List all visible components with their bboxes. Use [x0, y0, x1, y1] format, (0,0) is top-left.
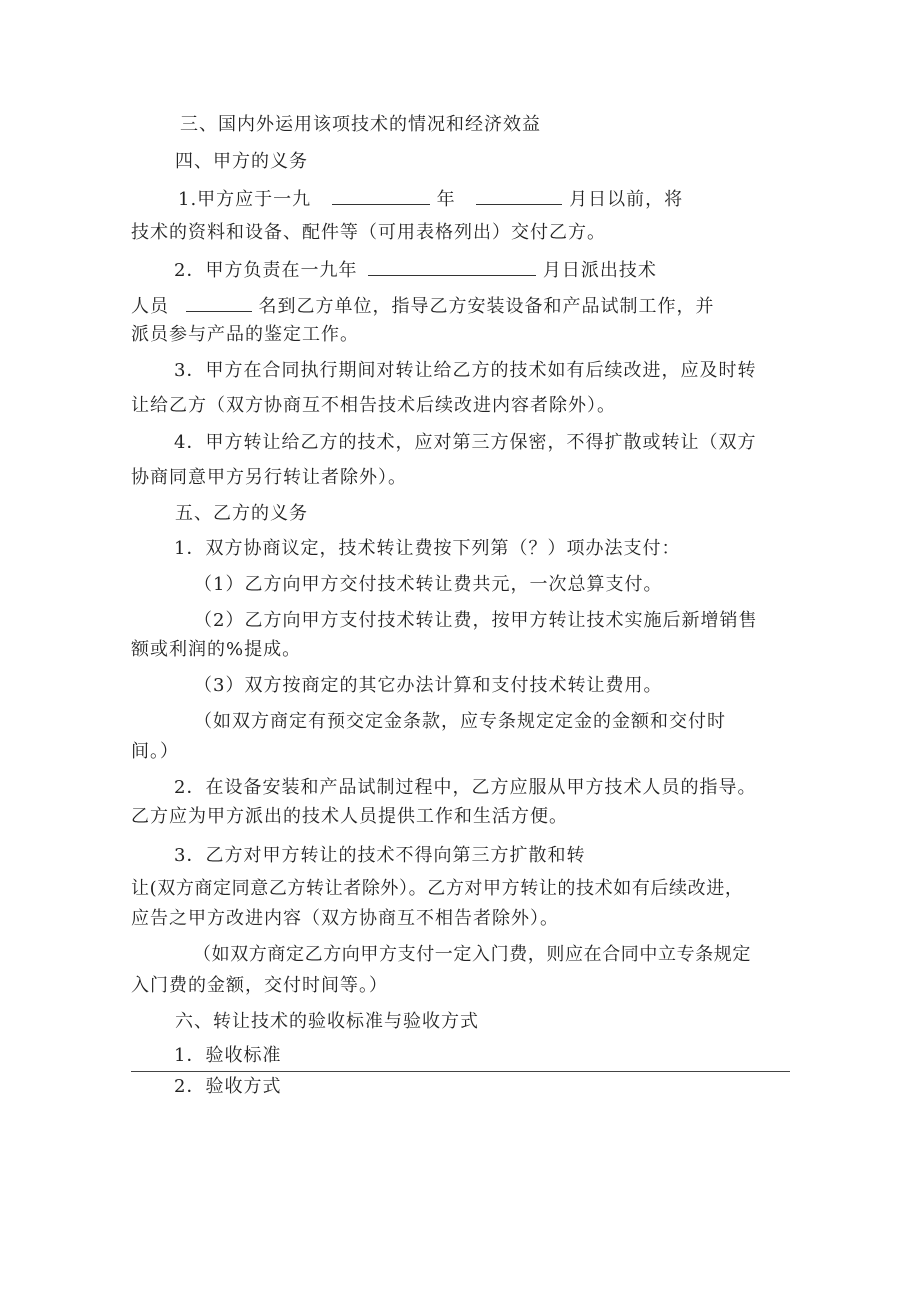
clause-text: 月日以前，将	[569, 189, 684, 210]
clause-5-3-line-3: 应告之甲方改进内容（双方协商互不相告者除外）。	[131, 908, 559, 929]
section-3-title: 三、国内外运用该项技术的情况和经济效益	[180, 114, 541, 135]
clause-4-3-line-2: 让给乙方（双方协商互不相告技术后续改进内容者除外）。	[131, 395, 616, 416]
clause-6-1: 1．验收标准	[174, 1045, 282, 1066]
horizontal-rule	[131, 1071, 790, 1072]
clause-5-1-option-2-line-1: （2）乙方向甲方支付技术转让费，按甲方转让技术实施后新增销售	[194, 610, 758, 631]
clause-5-2-line-1: 2．在设备安装和产品试制过程中，乙方应服从甲方技术人员的指导。	[174, 777, 757, 798]
blank-field	[332, 186, 430, 205]
clause-4-1-line-1	[178, 186, 683, 212]
clause-5-1-option-2-line-2: 额或利润的%提成。	[131, 639, 302, 660]
blank-field	[186, 293, 252, 312]
blank-field	[476, 186, 562, 205]
clause-text: 名到乙方单位，指导乙方安装设备和产品试制工作，并	[258, 296, 715, 317]
clause-4-4-line-2: 协商同意甲方另行转让者除外）。	[131, 467, 407, 488]
clause-4-1-line-2: 技术的资料和设备、配件等（可用表格列出）交付乙方。	[131, 222, 606, 243]
note-deposit-line-2: 间。）	[131, 741, 179, 762]
clause-text: 人员	[131, 296, 169, 317]
blank-field	[368, 257, 536, 276]
clause-4-2-line-3: 派员参与产品的鉴定工作。	[131, 324, 359, 345]
clause-5-3-line-1: 3．乙方对甲方转让的技术不得向第三方扩散和转	[174, 845, 586, 866]
section-6-title: 六、转让技术的验收标准与验收方式	[175, 1011, 479, 1032]
clause-5-3-line-2: 让(双方商定同意乙方转让者除外）。乙方对甲方转让的技术如有后续改进，	[131, 878, 744, 899]
clause-text: 年	[436, 189, 456, 210]
section-5-title: 五、乙方的义务	[175, 503, 308, 524]
clause-text: 2．甲方负责在一九年	[174, 260, 358, 281]
clause-5-2-line-2: 乙方应为甲方派出的技术人员提供工作和生活方便。	[131, 806, 568, 827]
clause-5-1-option-1: （1）乙方向甲方交付技术转让费共元，一次总算支付。	[194, 574, 663, 595]
clause-4-2-line-1	[174, 257, 657, 283]
note-entry-fee-line-2: 入门费的金额，交付时间等。）	[131, 975, 388, 996]
note-deposit-line-1: （如双方商定有预交定金条款，应专条规定定金的金额和交付时	[194, 711, 726, 732]
clause-4-4-line-1: 4．甲方转让给乙方的技术，应对第三方保密，不得扩散或转让（双方	[174, 432, 757, 453]
clause-5-1-option-3: （3）双方按商定的其它办法计算和支付技术转让费用。	[194, 675, 663, 696]
clause-4-2-line-2	[131, 293, 714, 319]
section-4-title: 四、甲方的义务	[175, 151, 308, 172]
clause-5-1: 1．双方协商议定，技术转让费按下列第（？）项办法支付：	[174, 538, 681, 559]
clause-6-2: 2．验收方式	[174, 1076, 282, 1097]
clause-text: 1.甲方应于一九	[178, 189, 312, 210]
clause-4-3-line-1: 3．甲方在合同执行期间对转让给乙方的技术如有后续改进，应及时转	[174, 360, 757, 381]
note-entry-fee-line-1: （如双方商定乙方向甲方支付一定入门费，则应在合同中立专条规定	[193, 944, 751, 965]
clause-text: 月日派出技术	[542, 260, 657, 281]
